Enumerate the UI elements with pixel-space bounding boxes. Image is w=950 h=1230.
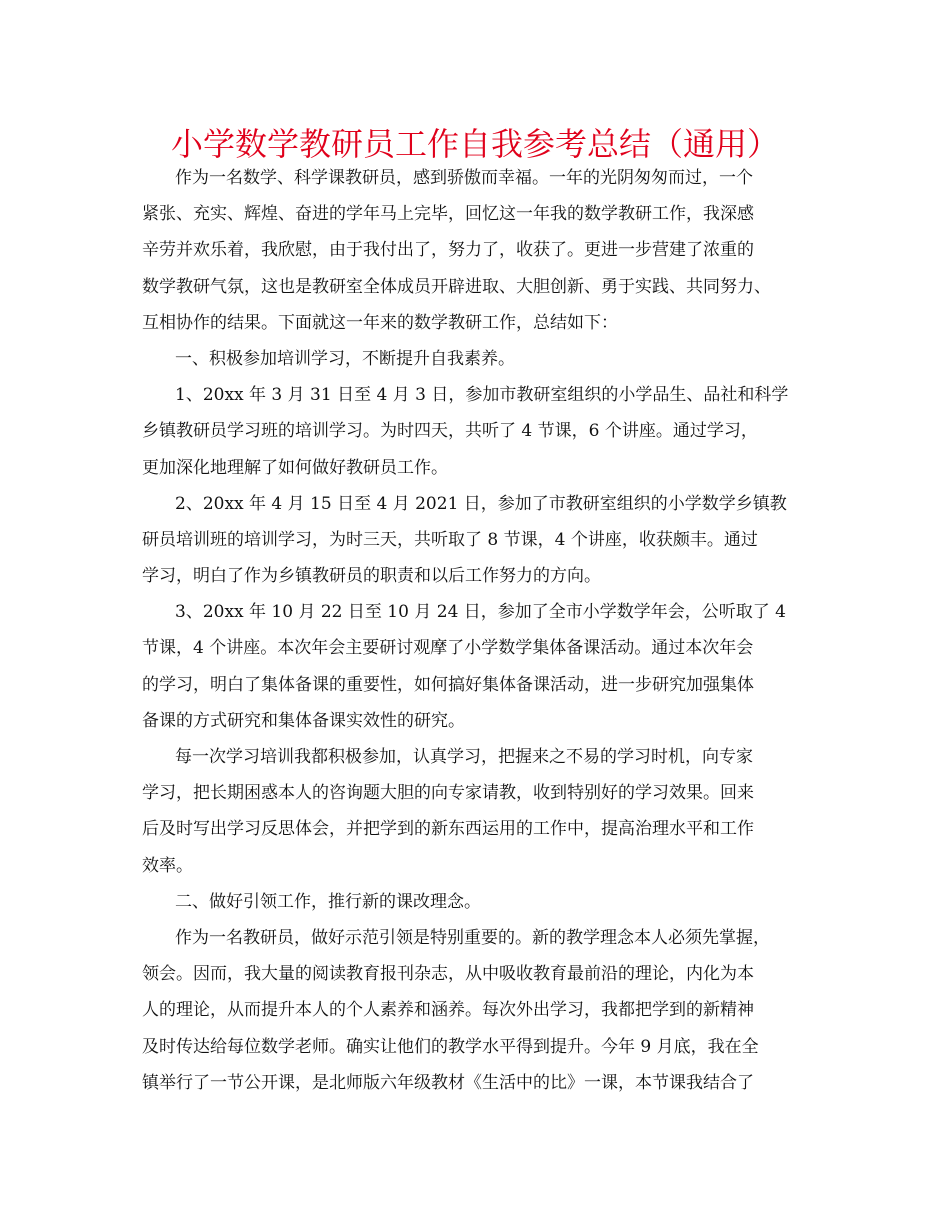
text-line: 研员培训班的培训学习，为时三天，共听取了 8 节课，4 个讲座，收获颇丰。通过 [142, 529, 758, 550]
text-line: 二、做好引领工作，推行新的课改理念。 [175, 891, 481, 912]
text-line: 学习，把长期困惑本人的咨询题大胆的向专家请教，收到特别好的学习效果。回来 [142, 783, 754, 804]
text-line: 1、20xx 年 3 月 31 日至 4 月 3 日，参加市教研室组织的小学品生、品社和科学 [175, 385, 789, 406]
document-title: 小学数学教研员工作自我参考总结（通用） [170, 125, 779, 163]
text-line: 领会。因而，我大量的阅读教育报刊杂志，从中吸收教育最前沿的理论，内化为本 [142, 964, 754, 985]
text-line: 镇举行了一节公开课，是北师版六年级教材《生活中的比》一课，本节课我结合了 [142, 1072, 754, 1093]
text-line: 作为一名数学、科学课教研员，感到骄傲而幸福。一年的光阴匆匆而过，一个 [175, 168, 753, 188]
text-line: 3、20xx 年 10 月 22 日至 10 月 24 日，参加了全市小学数学年会，公听取了 4 [175, 602, 787, 623]
text-line: 备课的方式研究和集体备课实效性的研究。 [142, 710, 465, 731]
text-line: 的学习，明白了集体备课的重要性，如何搞好集体备课活动，进一步研究加强集体 [142, 674, 754, 695]
text-line: 互相协作的结果。下面就这一年来的数学教研工作，总结如下： [142, 312, 618, 333]
text-line: 紧张、充实、辉煌、奋进的学年马上完毕，回忆这一年我的数学教研工作，我深感 [142, 204, 754, 225]
text-line: 后及时写出学习反思体会，并把学到的新东西运用的工作中，提高治理水平和工作 [142, 819, 754, 840]
document-body [142, 160, 820, 1101]
text-line: 每一次学习培训我都积极参加，认真学习，把握来之不易的学习时机，向专家 [175, 747, 753, 767]
text-line: 数学教研气氛，这也是教研室全体成员开辟进取、大胆创新、勇于实践、共同努力、 [142, 276, 771, 297]
text-line: 人的理论，从而提升本人的个人素养和涵养。每次外出学习，我都把学到的新精神 [142, 1000, 754, 1021]
text-line: 乡镇教研员学习班的培训学习。为时四天，共听了 4 节课，6 个讲座。通过学习， [142, 421, 758, 442]
text-line: 及时传达给每位数学老师。确实让他们的教学水平得到提升。今年 9 月底，我在全 [142, 1036, 759, 1057]
text-line: 作为一名教研员，做好示范引领是特别重要的。新的教学理念本人必须先掌握， [175, 927, 770, 948]
text-line: 2、20xx 年 4 月 15 日至 4 月 2021 日，参加了市教研室组织的小学数学乡镇教 [175, 493, 787, 514]
text-line: 节课，4 个讲座。本次年会主要研讨观摩了小学数学集体备课活动。通过本次年会 [142, 638, 754, 659]
text-line: 效率。 [142, 855, 193, 876]
text-line: 学习，明白了作为乡镇教研员的职责和以后工作努力的方向。 [142, 566, 601, 587]
text-line: 一、积极参加培训学习，不断提升自我素养。 [175, 348, 515, 369]
text-line: 更加深化地理解了如何做好教研员工作。 [142, 457, 448, 478]
text-line: 辛劳并欢乐着，我欣慰，由于我付出了，努力了，收获了。更进一步营建了浓重的 [142, 240, 754, 261]
